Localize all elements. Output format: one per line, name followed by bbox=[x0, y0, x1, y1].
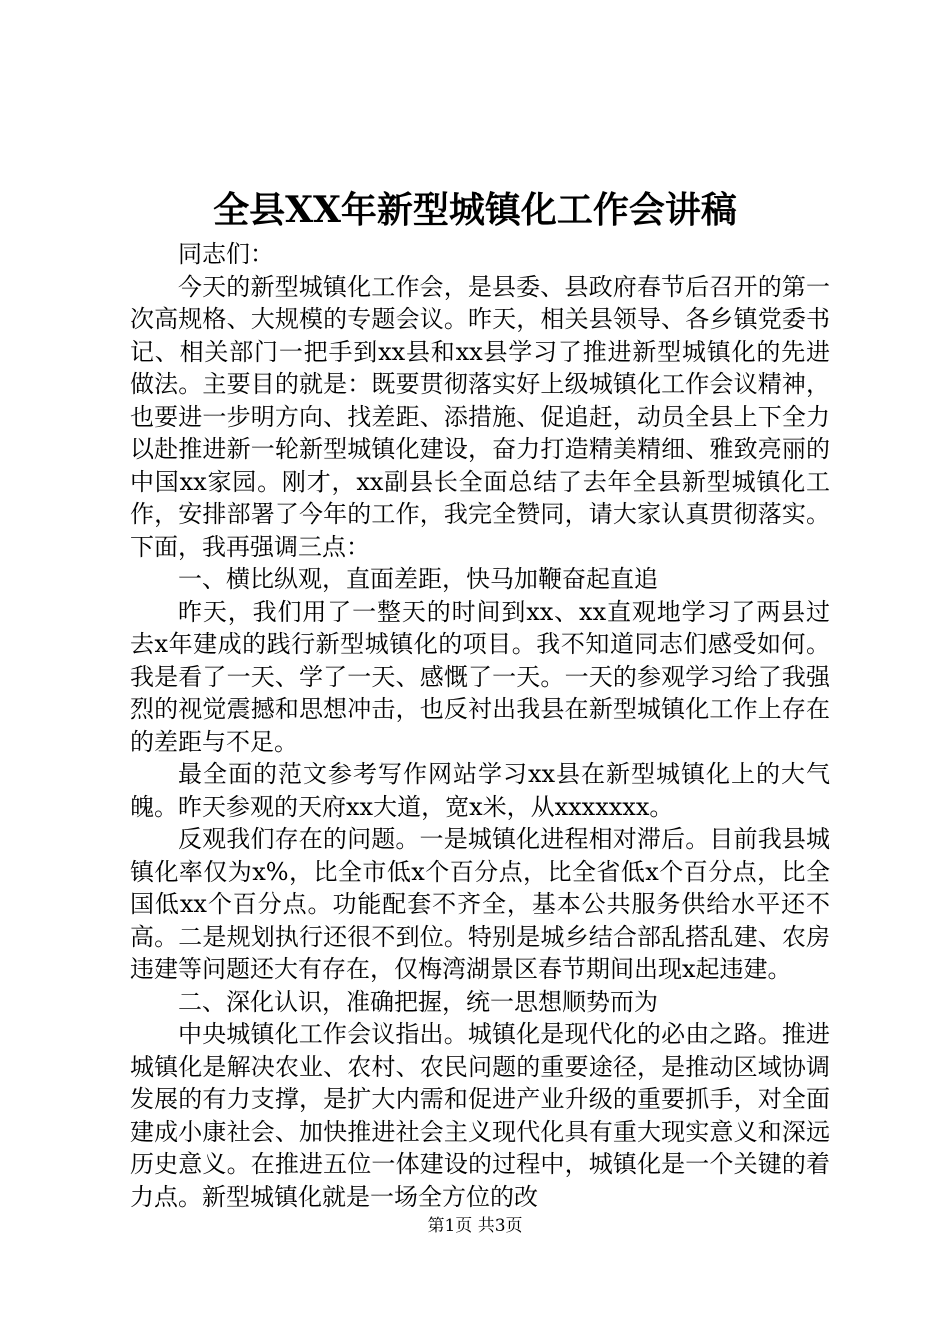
body-paragraph: 昨天，我们用了一整天的时间到xx、xx直观地学习了两县过去x年建成的践行新型城镇化的项目。我不知道同志们感受如何。我是看了一天、学了一天、感慨了一天。一天的参观学习给了我强烈的视觉震撼和思想冲击，也反衬出我县在新型城镇化工作上存在的差距与不足。 bbox=[130, 597, 830, 756]
section-heading: 一、横比纵观，直面差距，快马加鞭奋起直追 bbox=[178, 565, 658, 593]
salutation-paragraph: 同志们： bbox=[178, 240, 274, 268]
document-title: 全县XX年新型城镇化工作会讲稿 bbox=[213, 189, 737, 231]
document-body bbox=[130, 238, 830, 1213]
body-paragraph: 反观我们存在的问题。一是城镇化进程相对滞后。目前我县城镇化率仅为x%，比全市低x个百分点，比全省低x个百分点，比全国低xx个百分点。功能配套不齐全，基本公共服务供给水平还不高。二是规划执行还很不到位。特别是城乡结合部乱搭乱建、农房违建等问题还大有存在，仅梅湾湖景区春节期间出现x起违建。 bbox=[130, 825, 830, 983]
body-paragraph: 今天的新型城镇化工作会，是县委、县政府春节后召开的第一次高规格、大规模的专题会议。昨天，相关县领导、各乡镇党委书记、相关部门一把手到xx县和xx县学习了推进新型城镇化的先进做法。主要目的就是：既要贯彻落实好上级城镇化工作会议精神，也要进一步明方向、找差距、添措施、促追赶，动员全县上下全力以赴推进新一轮新型城镇化建设，奋力打造精美精细、雅致亮丽的中国xx家园。刚才，xx副县长全面总结了去年全县新型城镇化工作，安排部署了今年的工作，我完全赞同，请大家认真贯彻落实。下面，我再强调三点： bbox=[130, 272, 830, 561]
section-heading: 二、深化认识，准确把握，统一思想顺势而为 bbox=[178, 987, 658, 1016]
body-paragraph: 中央城镇化工作会议指出。城镇化是现代化的必由之路。推进城镇化是解决农业、农村、农民问题的重要途径，是推动区域协调发展的有力支撑，是扩大内需和促进产业升级的重要抓手，对全面建成小康社会、加快推进社会主义现代化具有重大现实意义和深远历史意义。在推进五位一体建设的过程中，城镇化是一个关键的着力点。新型城镇化就是一场全方位的改 bbox=[130, 1020, 830, 1211]
page-number-footer: 第1页 共3页 bbox=[427, 1216, 523, 1236]
body-paragraph: 最全面的范文参考写作网站学习xx县在新型城镇化上的大气魄。昨天参观的天府xx大道，宽x米，从xxxxxxx。 bbox=[130, 760, 830, 821]
